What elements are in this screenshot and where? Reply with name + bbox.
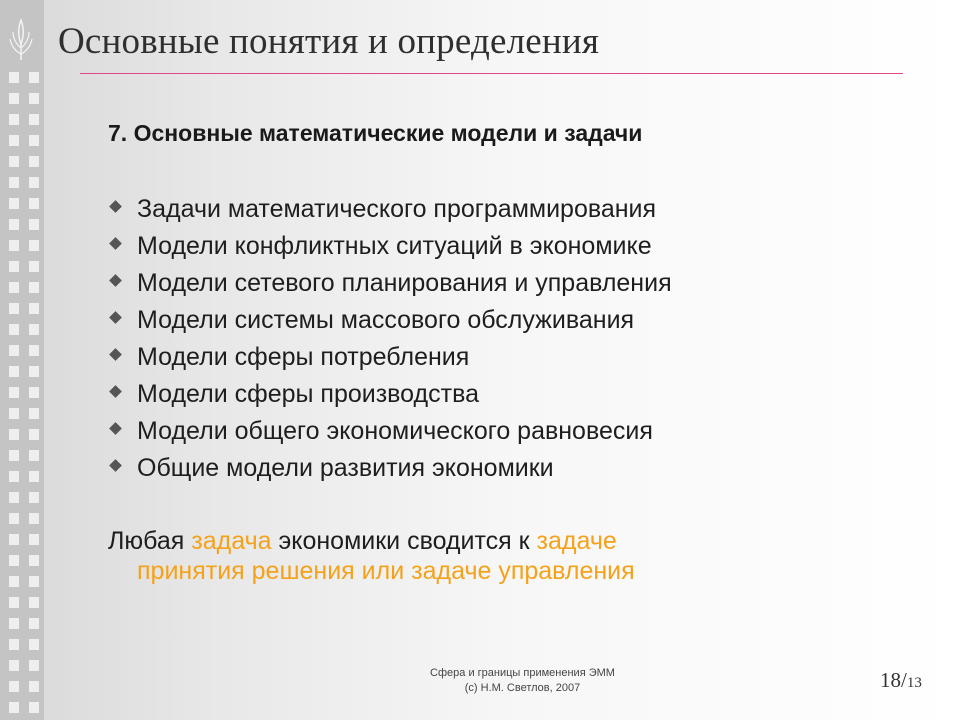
film-strip-square — [9, 492, 19, 503]
film-strip-square — [29, 177, 39, 188]
film-strip-square — [9, 429, 19, 440]
list-item — [108, 376, 672, 413]
film-strip-square — [9, 156, 19, 167]
film-strip-square — [29, 618, 39, 629]
film-strip-square — [29, 408, 39, 419]
diamond-bullet-icon — [109, 237, 122, 250]
film-strip-square — [29, 324, 39, 335]
film-strip-square — [29, 282, 39, 293]
diamond-bullet-icon — [109, 422, 122, 435]
film-strip-square — [9, 513, 19, 524]
film-strip-square — [9, 324, 19, 335]
film-strip-square — [29, 135, 39, 146]
film-strip-square — [29, 429, 39, 440]
conclusion-text: экономики сводится к — [271, 527, 537, 555]
film-strip-square — [9, 450, 19, 461]
film-strip-square — [9, 261, 19, 272]
list-item — [108, 413, 672, 450]
film-strip-square — [29, 387, 39, 398]
list-item-text: Общие модели развития экономики — [137, 454, 554, 482]
conclusion-statement — [108, 526, 828, 586]
list-item — [108, 339, 672, 376]
list-item-text: Задачи математического программирования — [137, 195, 657, 223]
list-item — [108, 450, 672, 487]
section-subtitle: 7. Основные математические модели и задачи — [108, 120, 643, 146]
film-strip-square — [9, 639, 19, 650]
film-strip-square — [29, 471, 39, 482]
film-strip-square — [29, 597, 39, 608]
film-strip-square — [29, 303, 39, 314]
film-strip-square — [9, 618, 19, 629]
film-strip-square — [29, 639, 39, 650]
film-strip-square — [9, 72, 19, 83]
film-strip-square — [29, 513, 39, 524]
slide-footer — [400, 666, 645, 696]
diamond-bullet-icon — [109, 274, 122, 287]
list-item-text: Модели общего экономического равновесия — [137, 417, 653, 445]
list-item — [108, 191, 672, 228]
film-strip-square — [29, 450, 39, 461]
film-strip-square — [9, 702, 19, 713]
film-strip-square — [29, 366, 39, 377]
film-strip-square — [29, 576, 39, 587]
diamond-bullet-icon — [109, 385, 122, 398]
film-strip-square — [9, 219, 19, 230]
list-item — [108, 302, 672, 339]
conclusion-highlight-line: принятия решения или задаче управления — [137, 557, 635, 585]
film-strip-square — [29, 492, 39, 503]
diamond-bullet-icon — [109, 311, 122, 324]
film-strip-square — [29, 72, 39, 83]
film-strip-square — [9, 576, 19, 587]
film-strip-square — [9, 114, 19, 125]
film-strip-square — [29, 681, 39, 692]
title-underline — [80, 73, 903, 74]
film-strip-square — [29, 156, 39, 167]
film-strip-square — [9, 240, 19, 251]
list-item-text: Модели конфликтных ситуаций в экономике — [137, 232, 652, 260]
film-strip-square — [9, 345, 19, 356]
page-number — [880, 668, 922, 693]
film-strip-square — [9, 303, 19, 314]
list-item-text: Модели системы массового обслуживания — [137, 306, 635, 334]
film-strip-square — [9, 177, 19, 188]
film-strip-square — [29, 534, 39, 545]
footer-course-title: Сфера и границы применения ЭММ — [430, 667, 615, 679]
footer-copyright: (c) Н.М. Светлов, 2007 — [464, 682, 581, 694]
film-strip-square — [9, 660, 19, 671]
list-item-text: Модели сферы потребления — [137, 343, 470, 371]
film-strip-square — [29, 198, 39, 209]
film-strip-square — [29, 219, 39, 230]
film-strip-decoration — [0, 0, 44, 720]
film-strip-square — [9, 534, 19, 545]
list-item — [108, 265, 672, 302]
slide-title: Основные понятия и определения — [58, 21, 600, 62]
conclusion-highlight: задача — [191, 527, 272, 555]
film-strip-square — [9, 366, 19, 377]
film-strip-square — [9, 135, 19, 146]
diamond-bullet-icon — [109, 200, 122, 213]
film-strip-square — [29, 261, 39, 272]
film-strip-square — [29, 555, 39, 566]
film-strip-square — [9, 471, 19, 482]
film-strip-square — [29, 345, 39, 356]
list-item-text: Модели сферы производства — [137, 380, 479, 408]
film-strip-square — [29, 660, 39, 671]
page-current: 18/ — [880, 668, 907, 692]
film-strip-square — [29, 114, 39, 125]
diamond-bullet-icon — [109, 348, 122, 361]
diamond-bullet-icon — [109, 459, 122, 472]
conclusion-text: Любая — [108, 527, 192, 555]
film-strip-square — [9, 408, 19, 419]
film-strip-square — [9, 93, 19, 104]
film-strip-square — [29, 702, 39, 713]
film-strip-square — [9, 681, 19, 692]
film-strip-square — [9, 198, 19, 209]
page-total: 13 — [906, 675, 922, 691]
film-strip-square — [9, 387, 19, 398]
list-item-text: Модели сетевого планирования и управления — [137, 269, 672, 297]
models-list — [108, 191, 672, 487]
list-item — [108, 228, 672, 265]
wheat-ear-logo-icon — [6, 18, 36, 62]
film-strip-square — [9, 282, 19, 293]
film-strip-square — [29, 240, 39, 251]
film-strip-square — [9, 555, 19, 566]
film-strip-square — [9, 597, 19, 608]
conclusion-highlight: задаче — [536, 527, 617, 555]
film-strip-square — [29, 93, 39, 104]
